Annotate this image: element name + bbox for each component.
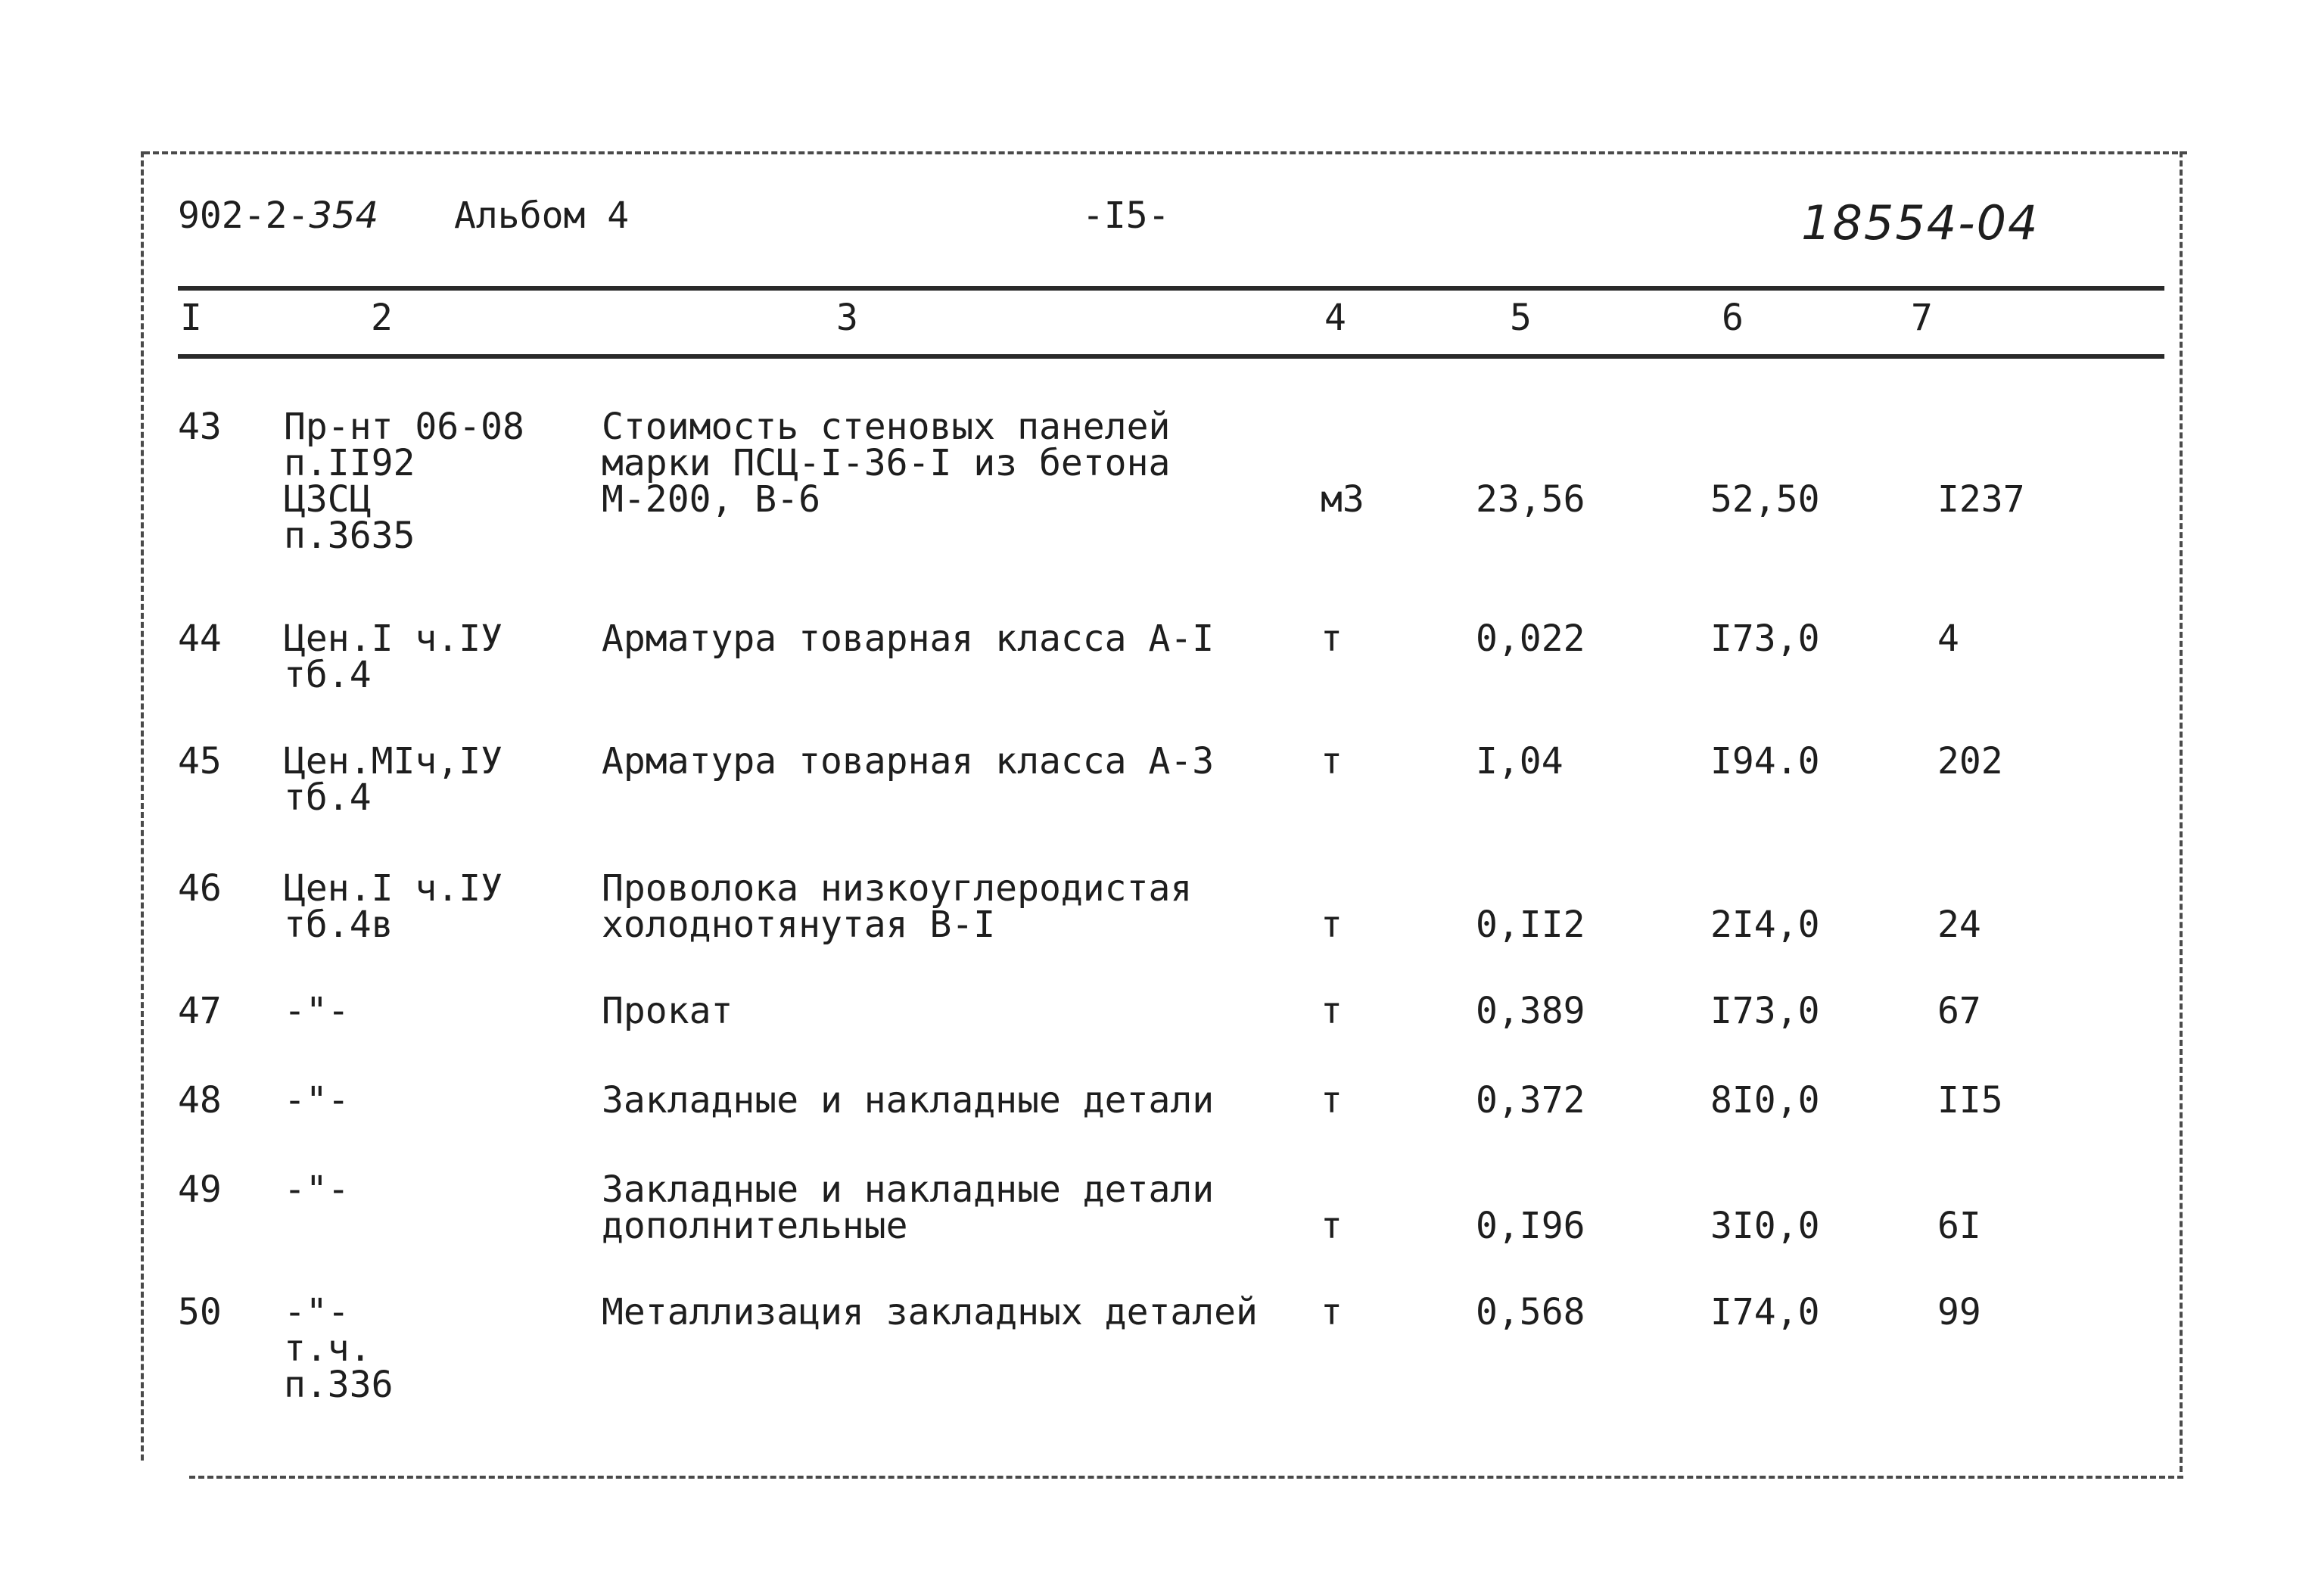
column-header-6: 6 [1722, 297, 1744, 339]
album-label: Альбом 4 [454, 194, 630, 237]
row-quantity: 0,389 [1476, 990, 1585, 1032]
row-number: 50 [178, 1291, 222, 1333]
column-header-2: 2 [371, 297, 393, 339]
row-unit-price: 8I0,0 [1710, 1079, 1820, 1122]
row-description-line: дополнительные [602, 1205, 908, 1247]
row-description-line: Арматура товарная класса А-I [602, 618, 1215, 660]
row-total: 24 [1937, 904, 1981, 946]
row-total: II5 [1937, 1079, 2003, 1122]
header-bottom-rule [178, 354, 2164, 359]
row-quantity: 0,I96 [1476, 1205, 1585, 1247]
row-reference-line: -"- [284, 1168, 350, 1211]
row-number: 43 [178, 406, 222, 448]
row-unit: т [1321, 618, 1343, 660]
row-reference-line: -"- [284, 1291, 350, 1333]
row-description-line: М-200, В-6 [602, 478, 820, 521]
header-top-rule [178, 286, 2164, 291]
row-quantity: 0,022 [1476, 618, 1585, 660]
row-total: 202 [1937, 740, 2003, 782]
frame-right-border [2180, 151, 2183, 1472]
row-description-line: Прокат [602, 990, 733, 1032]
row-number: 49 [178, 1168, 222, 1211]
row-description-line: холоднотянутая В-I [602, 904, 996, 946]
column-header-3: 3 [836, 297, 858, 339]
row-quantity: I,04 [1476, 740, 1564, 782]
row-reference-line: п.II92 [284, 442, 415, 484]
row-unit-price: 52,50 [1710, 478, 1820, 521]
row-reference-line: п.336 [284, 1364, 394, 1406]
row-total: I237 [1937, 478, 2025, 521]
row-unit: т [1321, 1079, 1343, 1122]
frame-bottom-border [189, 1476, 2183, 1479]
row-description-line: Проволока низкоуглеродистая [602, 867, 1193, 910]
row-unit-price: 3I0,0 [1710, 1205, 1820, 1247]
column-header-7: 7 [1911, 297, 1933, 339]
row-unit-price: 2I4,0 [1710, 904, 1820, 946]
page-number: -I5- [1082, 194, 1170, 237]
row-total: 6I [1937, 1205, 1981, 1247]
row-description-line: Арматура товарная класса А-3 [602, 740, 1215, 782]
row-unit: м3 [1321, 478, 1364, 521]
row-reference-line: Пр-нт 06-08 [284, 406, 524, 448]
row-quantity: 0,II2 [1476, 904, 1585, 946]
row-reference-line: п.3635 [284, 515, 415, 557]
row-reference-line: -"- [284, 1079, 350, 1122]
row-number: 47 [178, 990, 222, 1032]
row-reference-line: т.ч. [284, 1327, 372, 1370]
row-reference-line: тб.4в [284, 904, 394, 946]
row-unit: т [1321, 990, 1343, 1032]
column-header-4: 4 [1324, 297, 1346, 339]
row-number: 45 [178, 740, 222, 782]
row-total: 99 [1937, 1291, 1981, 1333]
row-unit: т [1321, 740, 1343, 782]
row-unit-price: I74,0 [1710, 1291, 1820, 1333]
row-reference-line: Цен.МIч,IУ [284, 740, 503, 782]
row-description-line: марки ПСЦ-I-36-I из бетона [602, 442, 1171, 484]
row-total: 67 [1937, 990, 1981, 1032]
row-description-line: Закладные и накладные детали [602, 1168, 1215, 1211]
row-unit-price: I94.0 [1710, 740, 1820, 782]
row-description-line: Стоимость стеновых панелей [602, 406, 1171, 448]
row-unit: т [1321, 1205, 1343, 1247]
column-header-1: I [180, 297, 202, 339]
row-reference-line: -"- [284, 990, 350, 1032]
row-reference-line: Цен.I ч.IУ [284, 618, 503, 660]
row-quantity: 23,56 [1476, 478, 1585, 521]
row-number: 44 [178, 618, 222, 660]
row-description-line: Металлизация закладных деталей [602, 1291, 1258, 1333]
row-unit: т [1321, 904, 1343, 946]
document-code [178, 193, 378, 238]
document-code-handwritten: 354 [309, 194, 379, 237]
document-code-printed: 902-2- [178, 194, 310, 237]
inventory-number: 18554-04 [1801, 195, 2040, 250]
row-total: 4 [1937, 618, 1959, 660]
column-header-5: 5 [1510, 297, 1532, 339]
row-unit: т [1321, 1291, 1343, 1333]
frame-top-border [144, 151, 2187, 154]
row-reference-line: Цен.I ч.IУ [284, 867, 503, 910]
row-number: 48 [178, 1079, 222, 1122]
row-quantity: 0,372 [1476, 1079, 1585, 1122]
row-unit-price: I73,0 [1710, 990, 1820, 1032]
row-number: 46 [178, 867, 222, 910]
row-reference-line: тб.4 [284, 776, 372, 819]
row-description-line: Закладные и накладные детали [602, 1079, 1215, 1122]
row-unit-price: I73,0 [1710, 618, 1820, 660]
frame-left-border [141, 151, 144, 1461]
row-reference-line: тб.4 [284, 654, 372, 696]
row-reference-line: ЦЗСЦ [284, 478, 372, 521]
row-quantity: 0,568 [1476, 1291, 1585, 1333]
